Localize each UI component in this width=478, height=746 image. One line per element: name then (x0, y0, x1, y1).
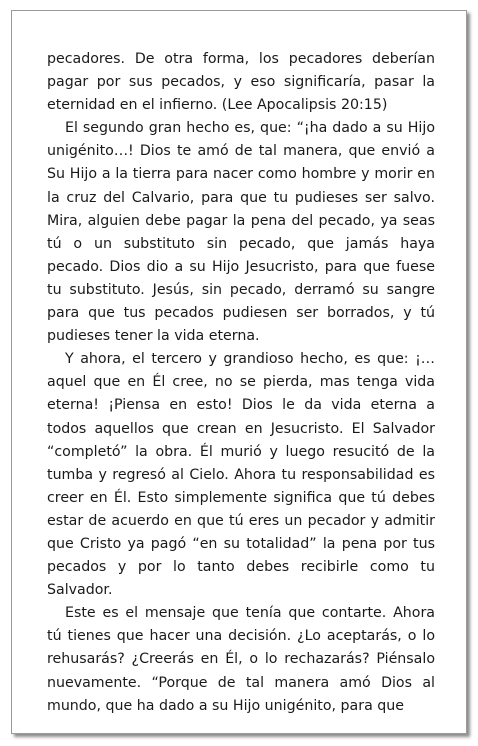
body-text (47, 48, 435, 718)
paragraph-4: Este es el mensaje que tenía que contarte. Ahora tú tienes que hacer una decisión. ¿Lo aceptarás, o lo rehusarás? ¿Creerás en Él, o lo rechazarás? Piénsalo nuevamente. “Porque de tal manera amó Dios al mundo, que ha dado a su Hijo unigénito, para que (47, 605, 435, 714)
paragraph-1: pecadores. De otra forma, los pecadores deberían pagar por sus pecados, y eso significaría, pasar la eternidad en el infierno. (Lee Apocalipsis 20:15) (47, 51, 435, 114)
document-page (11, 10, 467, 734)
paragraph-2: El segundo gran hecho es, que: “¡ha dado a su Hijo unigénito…! Dios te amó de tal manera, que envió a Su Hijo a la tierra para nacer como hombre y morir en la cruz del Calvario, para que tu pudieses ser salvo. Mira, alguien debe pagar la pena del pecado, ya seas tú o un substituto sin pecado, que jamás haya pecado. Dios dio a su Hijo Jesucristo, para que fuese tu substituto. Jesús, sin pecado, derramó su sangre para que tus pecados pudiesen ser borrados, y tú pudieses tener la vida eterna. (47, 120, 435, 345)
paragraph-3: Y ahora, el tercero y grandioso hecho, es que: ¡…aquel que en Él cree, no se pierda, mas tenga vida eterna! ¡Piensa en esto! Dios le da vida eterna a todos aquellos que crean en Jesucristo. El Salvador “completó” la obra. Él murió y luego resucitó de la tumba y regresó al Cielo. Ahora tu responsabilidad es creer en Él. Esto simplemente significa que tú debes estar de acuerdo en que tú eres un pecador y admitir que Cristo ya pagó “en su totalidad” la pena por tus pecados y por lo tanto debes recibirle como tu Salvador. (47, 351, 435, 599)
